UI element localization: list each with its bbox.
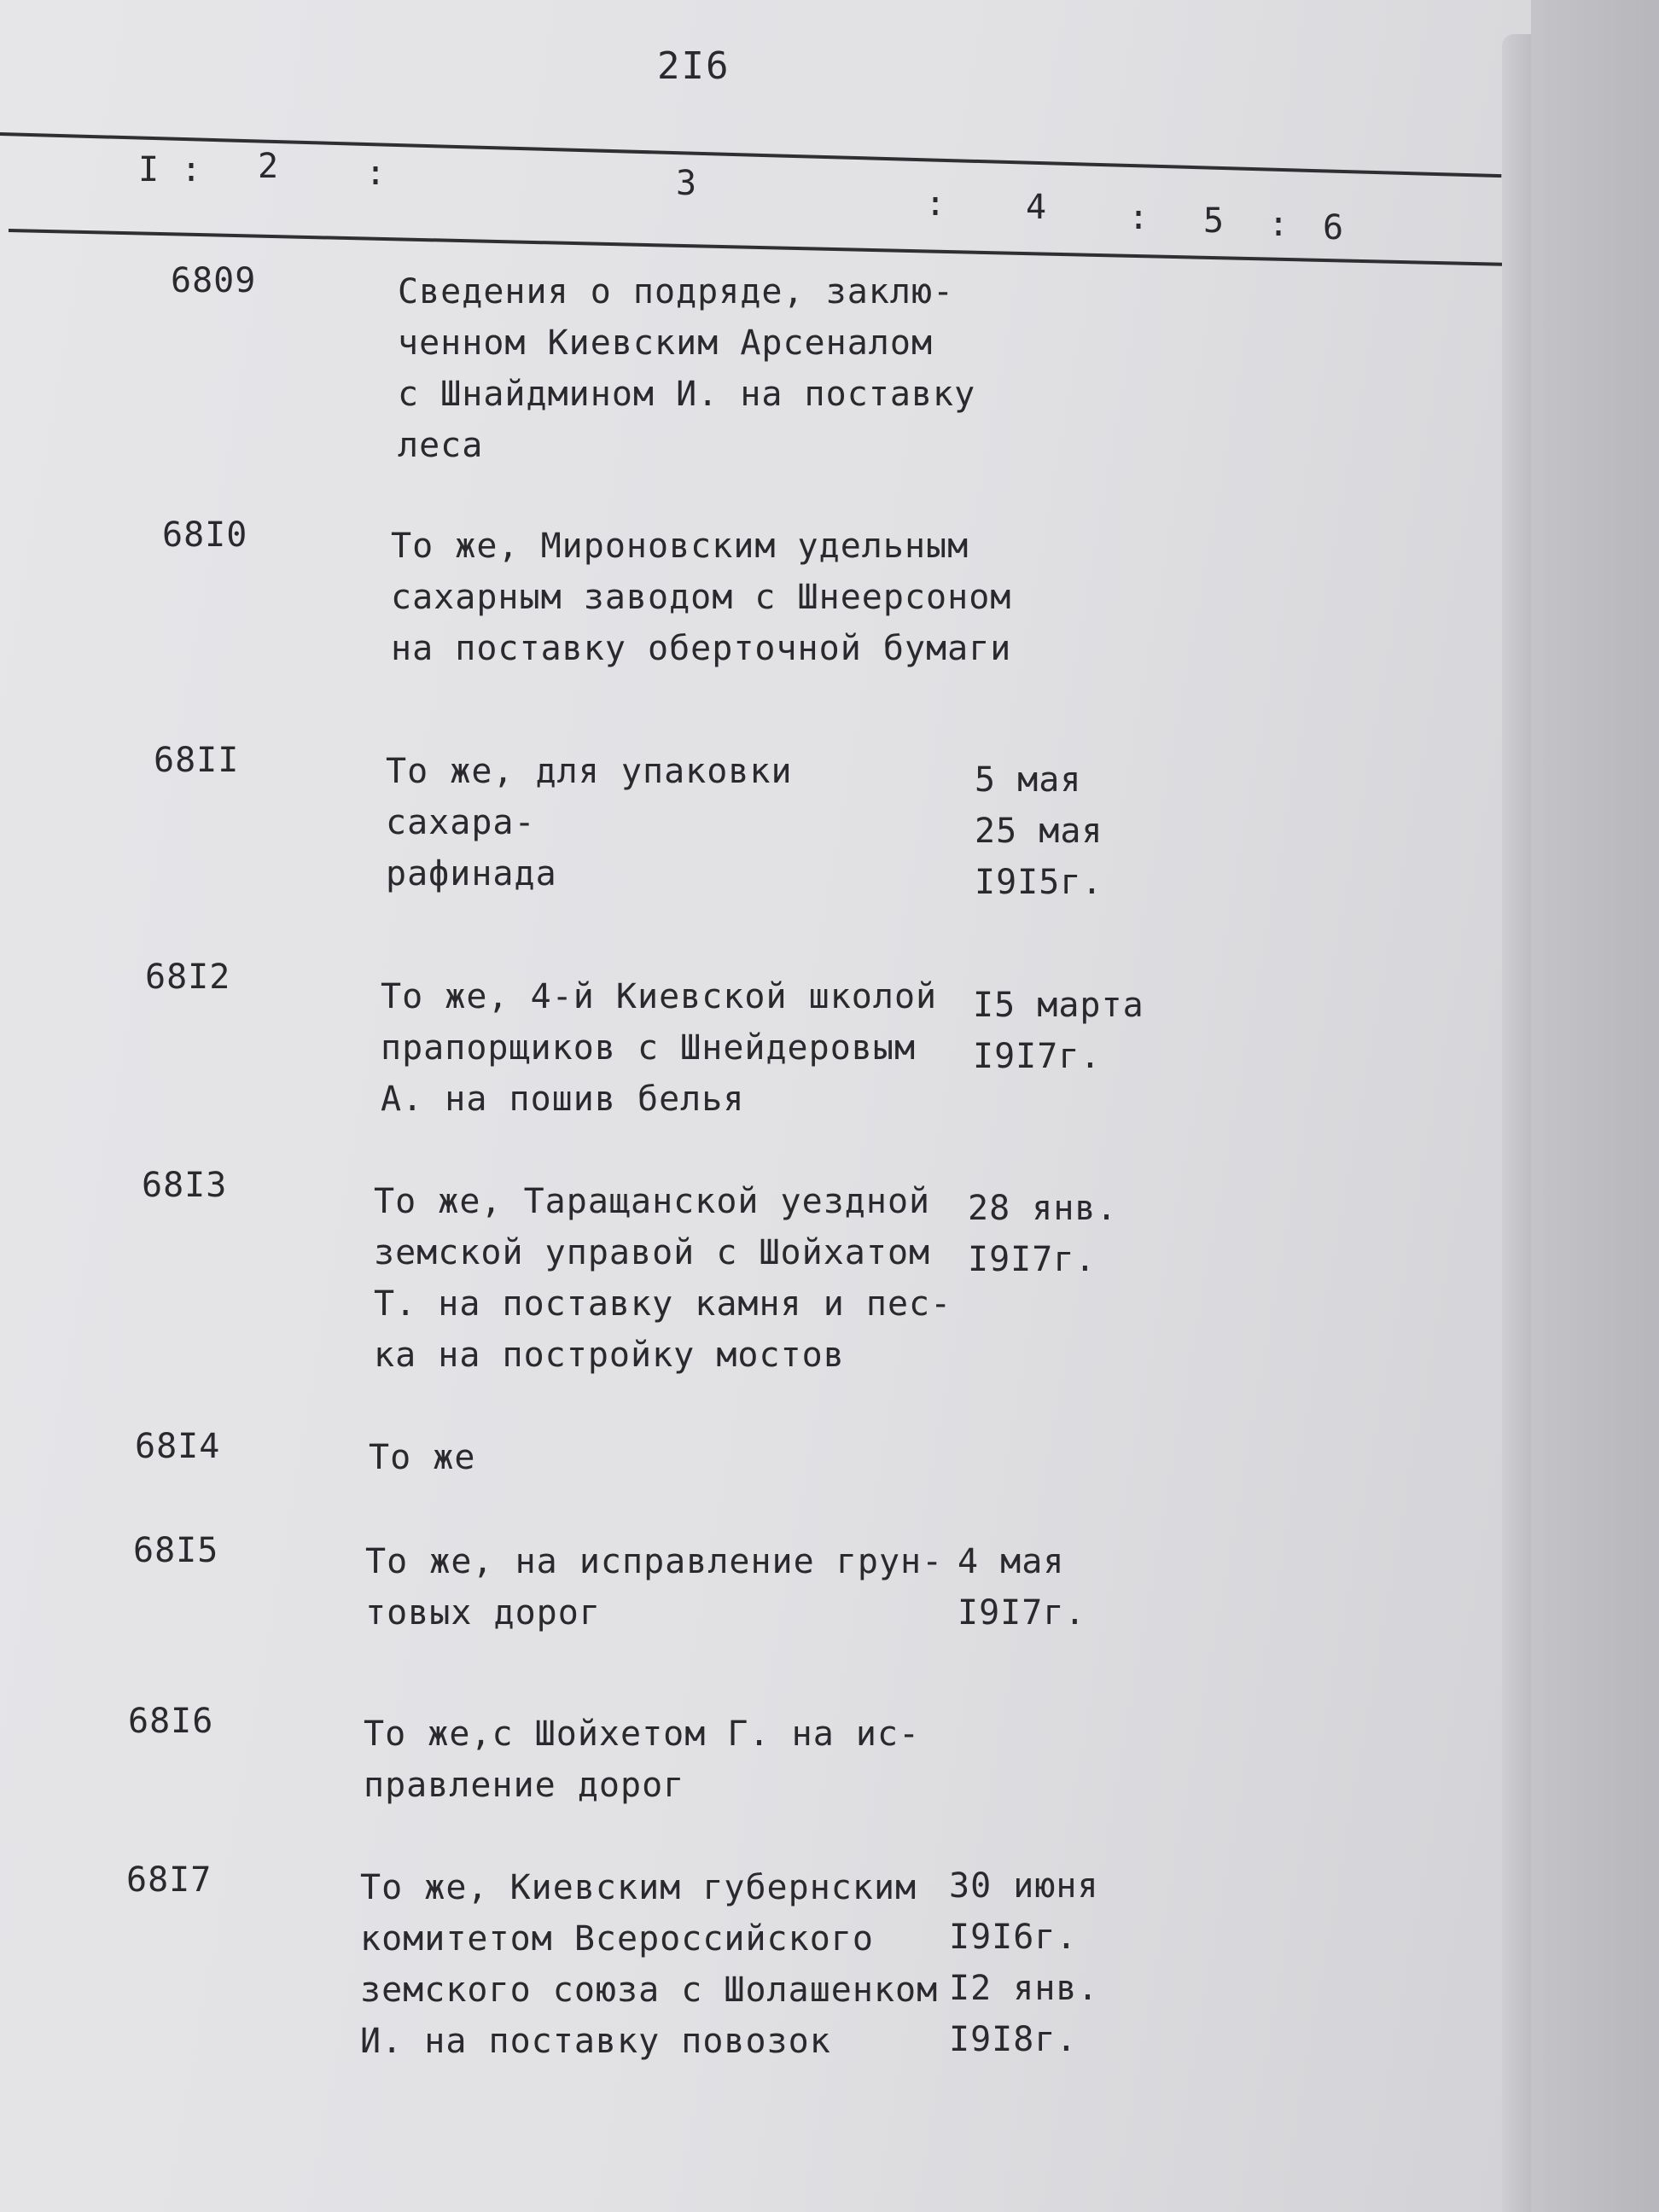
entry-date: 28 янв. I9I7г. xyxy=(968,1189,1118,1279)
header-rule-top xyxy=(0,132,1501,178)
entry-date: 30 июня I9I6г. I2 янв. I9I8г. xyxy=(949,1866,1099,2059)
entry-description: То же,с Шойхетом Г. на ис- правление дорог xyxy=(364,1714,921,1805)
entry-description: То же, Киевским губернским комитетом Всероссийского земского союза с Шолашенком И. на поставку повозок xyxy=(360,1868,939,2061)
entry-date: 5 мая 25 мая I9I5г. xyxy=(975,760,1103,902)
bleed-through-text xyxy=(964,316,1220,486)
entry-number: 68I7 xyxy=(126,1860,212,1900)
entry-date: 4 мая I9I7г. xyxy=(958,1542,1086,1633)
column-separator: : xyxy=(1128,198,1153,237)
column-header-1: I xyxy=(138,150,163,189)
column-header-3: 3 xyxy=(676,164,701,203)
entry-number: 68II xyxy=(154,741,240,780)
page-number: 2I6 xyxy=(657,44,731,88)
entry-number: 68I5 xyxy=(133,1531,219,1570)
entry-number: 68I4 xyxy=(135,1427,221,1466)
entry-number: 68I2 xyxy=(145,958,231,997)
column-separator: : xyxy=(365,154,390,193)
entry-number: 68I0 xyxy=(162,515,248,555)
column-header-5: 5 xyxy=(1203,201,1228,241)
column-separator: : xyxy=(181,150,206,189)
entry-number: 68I3 xyxy=(142,1166,228,1205)
entry-description: То же, 4-й Киевской школой прапорщиков с Шнейдеровым А. на пошив белья xyxy=(381,977,938,1119)
column-header-4: 4 xyxy=(1026,188,1051,227)
column-header-2: 2 xyxy=(258,147,282,186)
entry-description: Сведения о подряде, заклю- ченном Киевским Арсеналом с Шнайдмином И. на поставку леса xyxy=(398,272,976,465)
entry-description: То же, на исправление грун- товых дорог xyxy=(365,1542,944,1633)
column-separator: : xyxy=(1268,205,1293,244)
column-separator: : xyxy=(925,184,950,224)
background-binding xyxy=(1531,0,1659,2212)
entry-number: 6809 xyxy=(171,261,257,300)
entry-description: То же, для упаковки сахара- рафинада xyxy=(386,752,793,894)
page-edge xyxy=(1502,34,1531,2212)
entry-number: 68I6 xyxy=(128,1702,214,1741)
entry-description: То же xyxy=(369,1438,476,1477)
entry-date: I5 марта I9I7г. xyxy=(973,986,1144,1076)
entry-description: То же, Мироновским удельным сахарным заводом с Шнеерсоном на поставку оберточной бумаги xyxy=(391,527,1012,668)
column-header-6: 6 xyxy=(1323,208,1348,247)
entry-description: То же, Таращанской уездной земской управой с Шойхатом Т. на поставку камня и пес- ка на постройку мостов xyxy=(374,1182,952,1375)
